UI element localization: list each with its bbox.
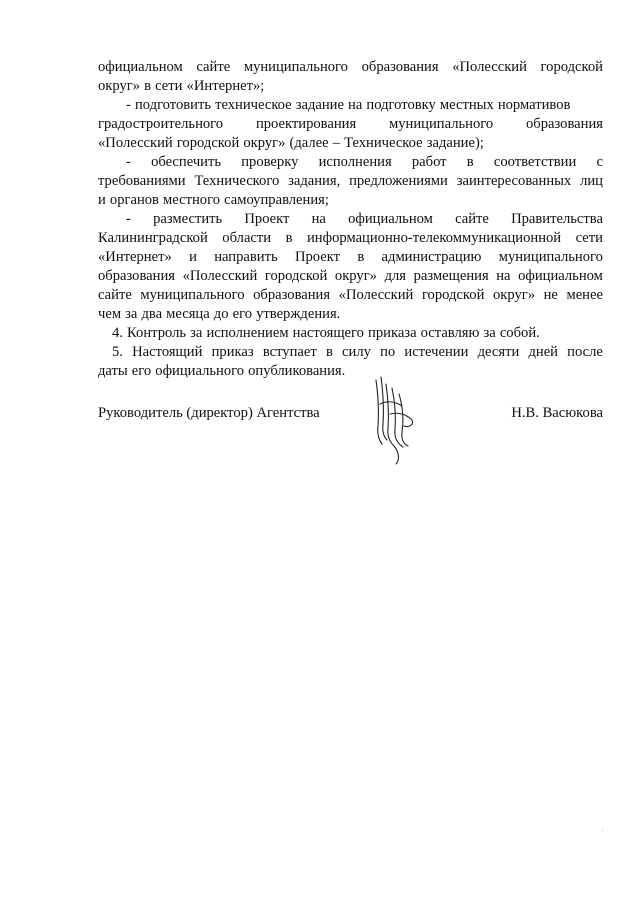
word: образования bbox=[361, 59, 439, 75]
word: силу bbox=[342, 344, 371, 360]
word: подготовить bbox=[134, 97, 212, 113]
word: сети bbox=[575, 230, 603, 246]
word: муниципального bbox=[389, 116, 494, 132]
word: менее bbox=[566, 287, 603, 303]
word: заинтересованных bbox=[456, 173, 572, 189]
word: муниципального bbox=[140, 287, 245, 303]
word: до bbox=[213, 306, 229, 322]
word: с bbox=[596, 154, 603, 170]
word: собой. bbox=[499, 325, 540, 341]
text-line bbox=[98, 324, 603, 343]
text-line bbox=[98, 153, 603, 172]
word: опубликования. bbox=[248, 363, 346, 379]
word: округ» bbox=[334, 268, 377, 284]
scan-speck bbox=[602, 830, 603, 831]
word: настоящего bbox=[292, 325, 364, 341]
word: проверку bbox=[241, 154, 299, 170]
word: его bbox=[232, 306, 253, 322]
word: требованиями bbox=[98, 173, 186, 189]
word: самоуправления; bbox=[224, 192, 329, 208]
word: направить bbox=[214, 249, 278, 265]
text-line bbox=[98, 229, 603, 248]
word: его bbox=[131, 363, 152, 379]
word: за bbox=[125, 306, 138, 322]
word: Технического bbox=[194, 173, 280, 189]
word: дней bbox=[528, 344, 558, 360]
word: лиц bbox=[580, 173, 603, 189]
word: по bbox=[380, 344, 396, 360]
word: органов bbox=[109, 192, 159, 208]
text-line bbox=[98, 286, 603, 305]
word: Калининградской bbox=[98, 230, 208, 246]
word: на bbox=[496, 268, 511, 284]
word: - bbox=[126, 154, 131, 170]
word: в bbox=[285, 230, 293, 246]
word: проектирования bbox=[255, 116, 357, 132]
word: сайте bbox=[455, 211, 489, 227]
word: местных bbox=[439, 97, 494, 113]
word: в bbox=[357, 249, 365, 265]
word: утверждения. bbox=[256, 306, 341, 322]
word: истечении bbox=[404, 344, 469, 360]
signatory-title: Руководитель (директор) Агентства bbox=[98, 405, 320, 421]
word: городской bbox=[264, 268, 328, 284]
text-line bbox=[98, 362, 603, 381]
word: техническое bbox=[215, 97, 292, 113]
word: для bbox=[384, 268, 406, 284]
word: и bbox=[189, 249, 197, 265]
word: образования bbox=[253, 287, 331, 303]
word: вступает bbox=[262, 344, 317, 360]
word: официального bbox=[155, 363, 245, 379]
handwritten-signature-icon bbox=[366, 374, 426, 466]
word: сайте bbox=[196, 59, 231, 75]
word: на bbox=[311, 211, 326, 227]
word: за bbox=[190, 325, 203, 341]
word: муниципального bbox=[243, 59, 348, 75]
word: городской bbox=[176, 135, 240, 151]
word: информационно-телекоммуникационной bbox=[307, 230, 562, 246]
word: округ» bbox=[98, 78, 141, 94]
word: после bbox=[567, 344, 603, 360]
word: задание bbox=[295, 97, 344, 113]
word: на bbox=[348, 97, 363, 113]
document-body bbox=[98, 58, 603, 381]
word: в bbox=[466, 154, 474, 170]
text-line bbox=[98, 305, 603, 324]
word: подготовку bbox=[366, 97, 436, 113]
word: нормативов bbox=[497, 97, 571, 113]
word: соответствии bbox=[493, 154, 577, 170]
word: городской bbox=[421, 287, 485, 303]
word: – bbox=[332, 135, 341, 151]
text-line bbox=[98, 134, 603, 153]
word: в bbox=[144, 78, 152, 94]
word: сети bbox=[155, 78, 183, 94]
text-line bbox=[98, 191, 603, 210]
word: 4. bbox=[112, 325, 123, 341]
word: официальном bbox=[98, 59, 183, 75]
word: официальном bbox=[348, 211, 433, 227]
word: предложениями bbox=[349, 173, 448, 189]
word: официальном bbox=[518, 268, 603, 284]
word: (далее bbox=[289, 135, 329, 151]
word: разместить bbox=[153, 211, 223, 227]
word: задание); bbox=[426, 135, 484, 151]
word: чем bbox=[98, 306, 122, 322]
word: Проект bbox=[244, 211, 290, 227]
word: Проект bbox=[294, 249, 341, 265]
word: размещения bbox=[413, 268, 489, 284]
word: за bbox=[483, 325, 496, 341]
word: приказа bbox=[368, 325, 417, 341]
word: области bbox=[222, 230, 272, 246]
word: местного bbox=[163, 192, 220, 208]
word: градостроительного bbox=[98, 116, 224, 132]
word: Контроль bbox=[127, 325, 187, 341]
word: - bbox=[126, 211, 131, 227]
word: приказ bbox=[211, 344, 254, 360]
word: оставляю bbox=[420, 325, 480, 341]
word: «Полесский bbox=[98, 135, 173, 151]
text-line bbox=[98, 58, 603, 77]
word: десяти bbox=[477, 344, 520, 360]
word: «Полесский bbox=[182, 268, 258, 284]
word: задания, bbox=[288, 173, 341, 189]
word: Техническое bbox=[344, 135, 423, 151]
word: в bbox=[325, 344, 333, 360]
word: - bbox=[126, 97, 131, 113]
word: 5. bbox=[112, 344, 123, 360]
text-line bbox=[98, 115, 603, 134]
word: обеспечить bbox=[151, 154, 222, 170]
word: Настоящий bbox=[132, 344, 203, 360]
text-line bbox=[98, 248, 603, 267]
word: «Интернет»; bbox=[186, 78, 265, 94]
word: работ bbox=[411, 154, 447, 170]
word: «Полесский bbox=[452, 59, 527, 75]
text-line bbox=[98, 267, 603, 286]
word: месяца bbox=[166, 306, 210, 322]
word: образования bbox=[98, 268, 175, 284]
word: образования bbox=[526, 116, 603, 132]
text-line bbox=[98, 343, 603, 362]
word: исполнения bbox=[318, 154, 392, 170]
text-line bbox=[98, 96, 603, 115]
word: и bbox=[98, 192, 106, 208]
word: сайте bbox=[98, 287, 132, 303]
word: городской bbox=[540, 59, 603, 75]
word: исполнением bbox=[206, 325, 289, 341]
word: даты bbox=[98, 363, 128, 379]
text-line bbox=[98, 77, 603, 96]
word: два bbox=[141, 306, 163, 322]
word: Правительства bbox=[511, 211, 603, 227]
word: «Полесский bbox=[338, 287, 414, 303]
word: администрацию bbox=[381, 249, 482, 265]
word: муниципального bbox=[498, 249, 603, 265]
word: округ» bbox=[243, 135, 286, 151]
word: округ» bbox=[492, 287, 536, 303]
signatory-name: Н.В. Васюкова bbox=[511, 405, 603, 421]
word: не bbox=[543, 287, 558, 303]
word: «Интернет» bbox=[98, 249, 172, 265]
text-line bbox=[98, 172, 603, 191]
text-line bbox=[98, 210, 603, 229]
